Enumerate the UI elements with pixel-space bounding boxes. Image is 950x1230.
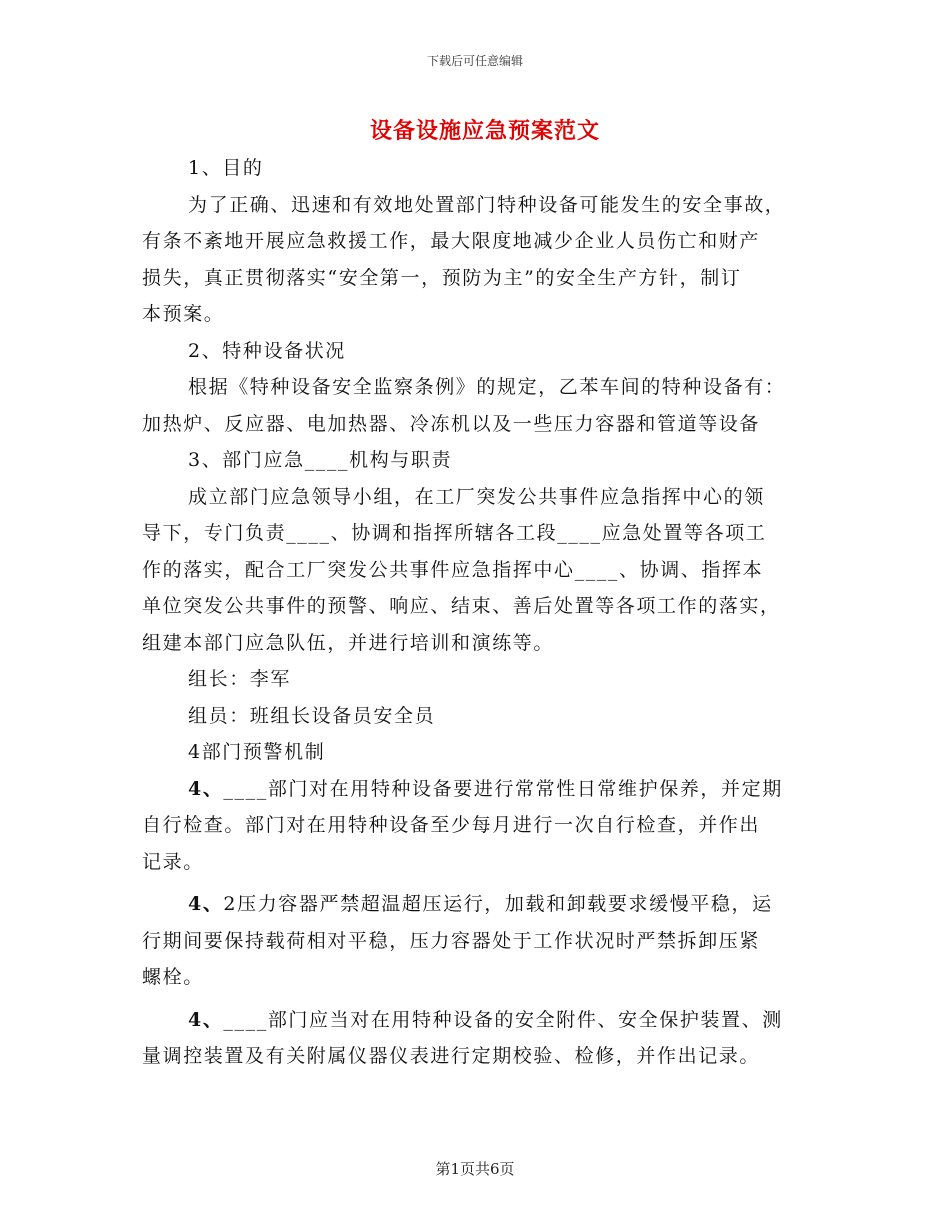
item-text: ____部门应当对在用特种设备的安全附件、安全保护装置、测 <box>223 1008 783 1031</box>
item-text: 2压力容器严禁超温超压运行，加载和卸载要求缓慢平稳，运 <box>223 893 773 915</box>
paragraph-line: 记录。 <box>142 850 204 873</box>
paragraph-line: 组建本部门应急队伍，并进行培训和演练等。 <box>142 631 555 654</box>
section-heading: 4部门预警机制 <box>188 741 326 763</box>
section-heading: 3、部门应急____机构与职责 <box>188 449 453 471</box>
paragraph-line: 根据《特种设备安全监察条例》的规定，乙苯车间的特种设备有： <box>188 376 786 398</box>
paragraph-line: 有条不紊地开展应急救援工作，最大限度地减少企业人员伤亡和财产 <box>142 230 761 252</box>
document-body <box>142 150 810 1075</box>
paragraph-line: 加热炉、反应器、电加热器、冷冻机以及一些压力容器和管道等设备 <box>142 412 761 435</box>
paragraph-line: 成立部门应急领导小组，在工厂突发公共事件应急指挥中心的领 <box>188 485 765 508</box>
paragraph-line: 导下，专门负责____、协调和指挥所辖各工段____应急处置等各项工 <box>142 522 767 544</box>
section-heading: 1、目的 <box>188 157 264 179</box>
item-number: 4、 <box>188 777 224 800</box>
paragraph-line: 作的落实，配合工厂突发公共事件应急指挥中心____、协调、指挥本 <box>142 558 764 581</box>
page-footer: 第1页共6页 <box>435 1160 515 1178</box>
section-heading: 2、特种设备状况 <box>188 339 346 362</box>
paragraph-line: 行期间要保持载荷相对平稳，压力容器处于工作状况时严禁拆卸压紧 <box>142 929 761 952</box>
item-number: 4、 <box>188 1008 224 1031</box>
team-members-line: 组员：班组长设备员安全员 <box>188 704 436 727</box>
paragraph-line <box>142 1002 810 1039</box>
paragraph-line: 本预案。 <box>142 303 225 325</box>
paragraph-line: 损失，真正贯彻落实“安全第一，预防为主”的安全生产方针，制订 <box>142 266 742 289</box>
paragraph-line: 单位突发公共事件的预警、响应、结束、善后处置等各项工作的落实， <box>142 595 781 617</box>
item-number: 4、 <box>188 893 224 915</box>
paragraph-line: 量调控装置及有关附属仪器仪表进行定期校验、检修，并作出记录。 <box>142 1045 761 1067</box>
header-note: 下载后可任意编辑 <box>426 54 523 68</box>
paragraph-line <box>142 771 810 808</box>
paragraph-line: 自行检查。部门对在用特种设备至少每月进行一次自行检查，并作出 <box>142 814 761 836</box>
document-title: 设备设施应急预案范文 <box>369 118 600 144</box>
item-text: ____部门对在用特种设备要进行常常性日常维护保养，并定期 <box>223 777 783 800</box>
team-leader-line: 组长：李军 <box>188 668 292 690</box>
paragraph-line: 螺栓。 <box>142 966 204 988</box>
paragraph-line: 为了正确、迅速和有效地处置部门特种设备可能发生的安全事故， <box>188 193 786 216</box>
paragraph-line <box>142 886 810 923</box>
